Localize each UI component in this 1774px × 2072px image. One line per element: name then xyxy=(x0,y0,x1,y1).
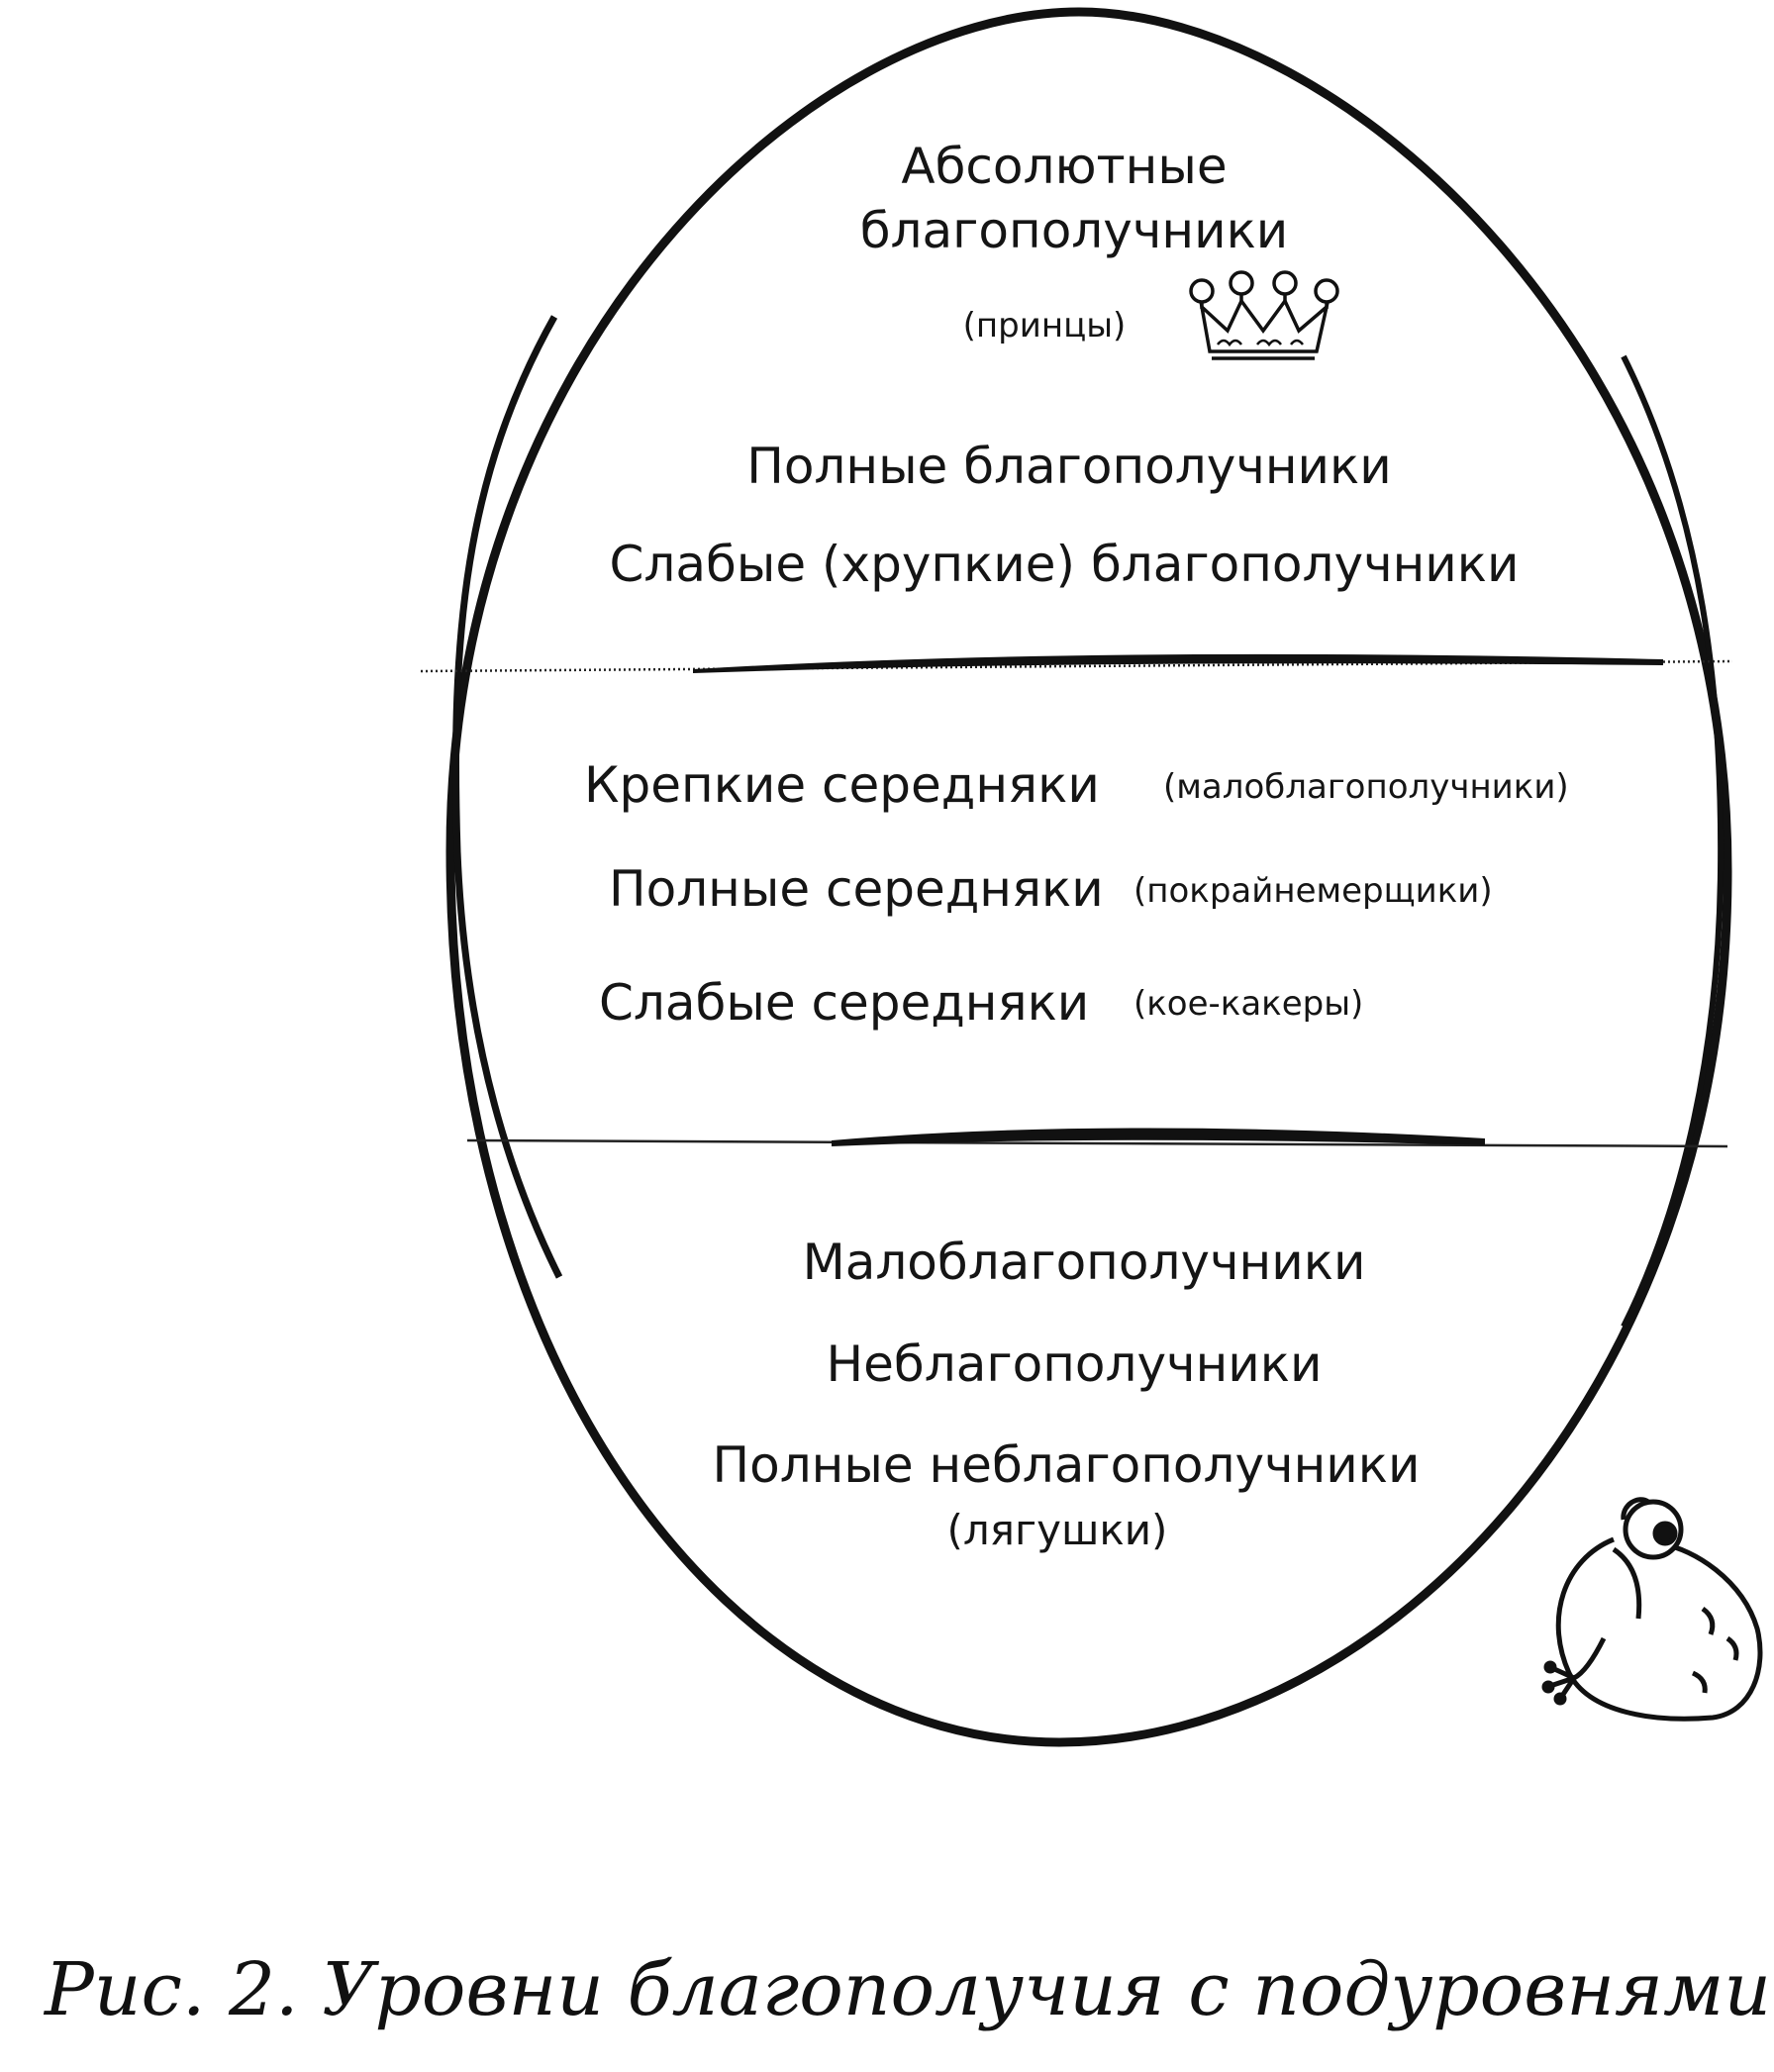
middle-item-weak-note: (кое-какеры) xyxy=(1133,984,1364,1024)
figure-caption: Рис. 2. Уровни благополучия с подуровнями xyxy=(45,1947,1772,2032)
bottom-item-un: Неблагополучники xyxy=(826,1335,1323,1393)
egg-outline-left-thick xyxy=(455,317,559,1277)
bottom-item-low: Малоблагополучники xyxy=(802,1233,1366,1291)
bottom-item-full-un: Полные неблагополучники xyxy=(712,1436,1421,1494)
bottom-item-frogs: (лягушки) xyxy=(946,1506,1168,1554)
frog-icon xyxy=(1544,1500,1760,1719)
top-item-weak: Слабые (хрупкие) благополучники xyxy=(609,536,1520,593)
middle-item-full-note: (покрайнемерщики) xyxy=(1133,871,1493,911)
top-item-princes: (принцы) xyxy=(962,306,1127,345)
divider-bottom xyxy=(467,1128,1727,1146)
middle-item-strong-label: Крепкие середняки xyxy=(584,756,1100,814)
top-item-absolute-2: благополучники xyxy=(859,202,1289,259)
middle-item-full-label: Полные середняки xyxy=(609,860,1104,918)
egg-outline-right-thick xyxy=(1624,356,1721,1327)
middle-item-weak-label: Слабые середняки xyxy=(599,974,1090,1032)
top-item-absolute: Абсолютные xyxy=(901,138,1228,195)
middle-item-strong-note: (малоблагополучники) xyxy=(1163,767,1569,807)
top-item-full: Полные благополучники xyxy=(746,438,1392,495)
crown-icon xyxy=(1191,272,1337,358)
divider-top xyxy=(421,654,1732,673)
